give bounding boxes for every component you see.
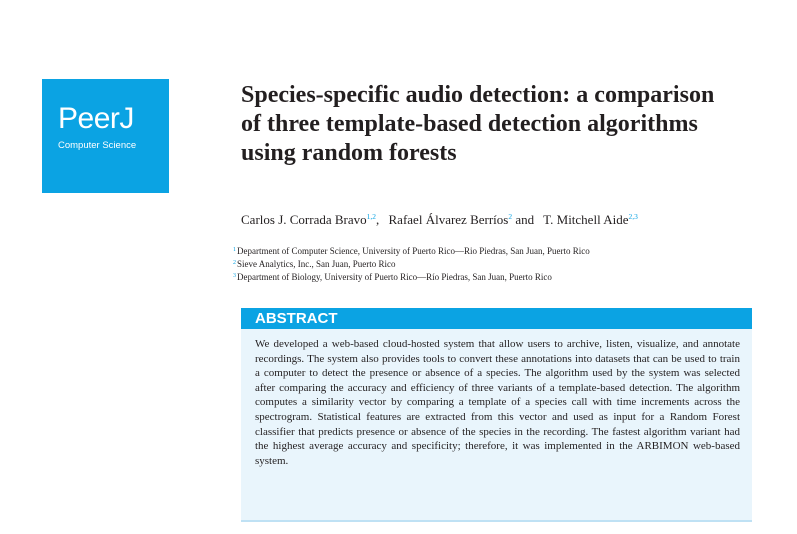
author-separator: and [512,212,535,227]
affiliation-number: 2 [233,260,236,266]
author-name: T. Mitchell Aide [543,212,629,227]
author-name: Carlos J. Corrada Bravo [241,212,367,227]
abstract-text: We developed a web-based cloud-hosted system that allow users to archive, listen, visualize, and annotate recordings. The system also provides tools to convert these annotations into datasets that can be used to train a computer to detect the presence or absence of a species. The algorithm used by the system was selected after comparing the accuracy and efficiency of three variants of a template-based detection. The algorithm computes a similarity vector by comparing a template of a species call with time increments across the spectrogram. Statistical features are extracted from this vector and used as input for a Random Forest classifier that predicts presence or absence of the species in the recording. The fastest algorithm variant had the highest average accuracy and specificity; therefore, it was implemented in the ARBIMON web-based system. [255,338,740,467]
author-affil-ref: 2 [508,212,513,221]
affiliation-number: 3 [233,273,236,279]
author-list [241,212,761,228]
paper-title: Species-specific audio detection: a comparison of three template-based detection algorithms using random forests [241,82,715,166]
abstract-box [241,329,752,522]
logo-wordmark: PeerJ [58,102,134,135]
author-name: Rafael Álvarez Berríos [388,212,509,227]
author-affil-ref: 1,2 [366,212,377,221]
author-affil-ref: 2,3 [628,212,638,221]
affiliations [233,245,773,284]
author-separator: , [376,212,380,227]
affiliation-text: Department of Computer Science, University of Puerto Rico—Rio Piedras, San Juan, Puerto Rico [237,246,590,256]
affiliation-item [233,258,773,271]
abstract-heading: ABSTRACT [241,308,752,329]
affiliation-number: 1 [233,247,236,253]
affiliation-text: Sieve Analytics, Inc., San Juan, Puerto Rico [237,259,396,269]
affiliation-item [233,271,773,284]
affiliation-item [233,245,773,258]
logo-subtitle: Computer Science [58,140,137,151]
affiliation-text: Department of Biology, University of Puerto Rico—Río Piedras, San Juan, Puerto Rico [237,272,552,282]
journal-logo [42,79,169,193]
